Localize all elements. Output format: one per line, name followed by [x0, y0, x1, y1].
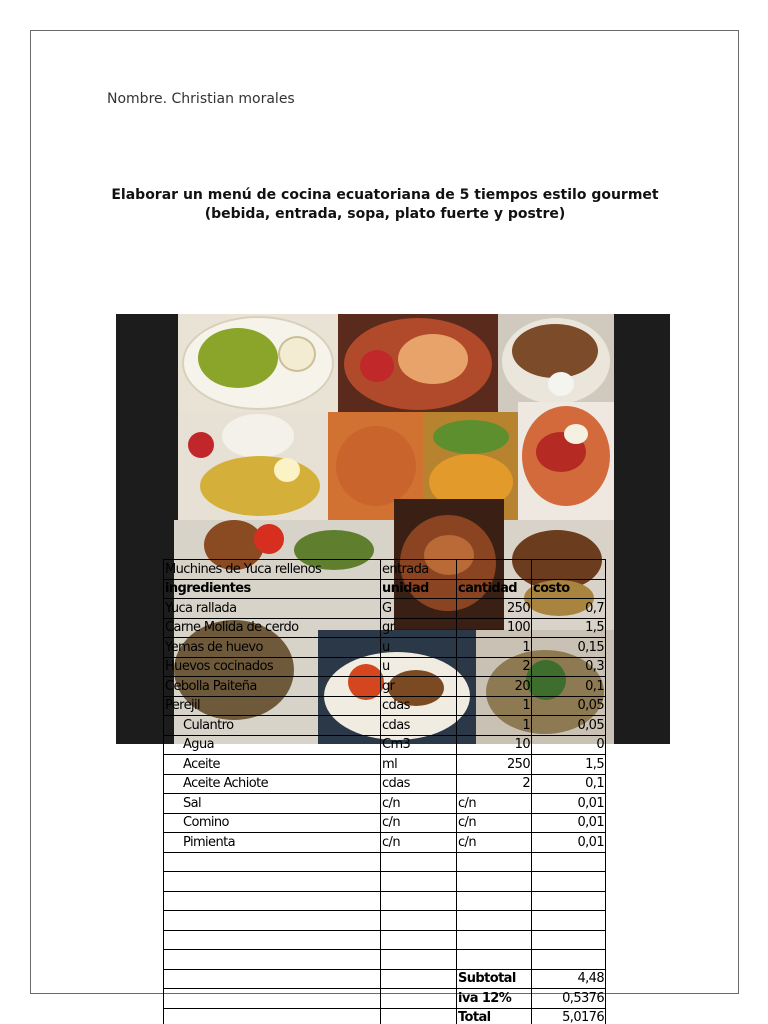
empty-row: [164, 930, 606, 950]
food-photo-stew: [338, 314, 498, 412]
food-photo-peas: [178, 314, 338, 412]
ingredient-unit: u: [381, 638, 457, 658]
total-label: Total: [457, 1008, 532, 1024]
ingredient-name: Yuca rallada: [164, 599, 381, 619]
ingredient-qty: 100: [457, 618, 532, 638]
ingredient-name: Cebolla Paiteña: [164, 677, 381, 697]
ingredient-unit: gr: [381, 618, 457, 638]
table-row: [164, 657, 606, 677]
header-quantity: cantidad: [457, 579, 532, 599]
ingredient-unit: gr: [381, 677, 457, 697]
ingredient-unit: G: [381, 599, 457, 619]
total-row: [164, 1008, 606, 1024]
table-row: [164, 716, 606, 736]
ingredient-name: Yemas de huevo: [164, 638, 381, 658]
ingredient-qty: 1: [457, 638, 532, 658]
ingredient-unit: c/n: [381, 794, 457, 814]
table-row: [164, 677, 606, 697]
ingredient-qty: 2: [457, 774, 532, 794]
ingredient-unit: cdas: [381, 716, 457, 736]
ingredient-unit: Cm3: [381, 735, 457, 755]
ingredient-qty: 2: [457, 657, 532, 677]
recipe-cost-table: [163, 559, 606, 1024]
empty-row: [164, 950, 606, 970]
ingredient-cost: 0,01: [532, 833, 606, 853]
ingredient-unit: cdas: [381, 696, 457, 716]
ingredient-qty: 1: [457, 696, 532, 716]
ingredient-cost: 1,5: [532, 755, 606, 775]
ingredient-cost: 0,05: [532, 716, 606, 736]
ingredient-qty: 20: [457, 677, 532, 697]
food-photo-meat-plate: [498, 314, 614, 412]
ingredient-cost: 0,05: [532, 696, 606, 716]
header-ingredients: ingredientes: [164, 579, 381, 599]
food-photo-soup-bowl: [518, 402, 614, 520]
total-value: 5,0176: [532, 1008, 606, 1024]
empty-row: [164, 911, 606, 931]
ingredient-cost: 0: [532, 735, 606, 755]
ingredient-name: Perejil: [164, 696, 381, 716]
table-row: [164, 618, 606, 638]
iva-value: 0,5376: [532, 989, 606, 1009]
table-row: [164, 735, 606, 755]
subtotal-label: Subtotal: [457, 969, 532, 989]
ingredient-cost: 0,15: [532, 638, 606, 658]
ingredient-name: Sal: [164, 794, 381, 814]
ingredient-cost: 0,01: [532, 813, 606, 833]
table-row: [164, 833, 606, 853]
ingredient-cost: 0,1: [532, 774, 606, 794]
ingredient-qty: c/n: [457, 833, 532, 853]
ingredient-qty: 250: [457, 599, 532, 619]
table-header-row: [164, 579, 606, 599]
title-line-2: (bebida, entrada, sopa, plato fuerte y postre): [204, 206, 566, 222]
table-row: [164, 599, 606, 619]
empty-row: [164, 872, 606, 892]
ingredient-name: Comino: [164, 813, 381, 833]
food-photo-puree: [178, 412, 328, 520]
ingredient-name: Aceite: [164, 755, 381, 775]
title-line-1: Elaborar un menú de cocina ecuatoriana de 5 tiempos estilo gourmet: [111, 187, 659, 203]
ingredient-cost: 0,7: [532, 599, 606, 619]
table-row: [164, 813, 606, 833]
table-row-dish: [164, 560, 606, 580]
subtotal-row: [164, 969, 606, 989]
ingredient-qty: c/n: [457, 813, 532, 833]
subtotal-value: 4,48: [532, 969, 606, 989]
ingredient-qty: 250: [457, 755, 532, 775]
ingredient-name: Agua: [164, 735, 381, 755]
table-row: [164, 696, 606, 716]
ingredient-qty: 1: [457, 716, 532, 736]
ingredient-qty: 10: [457, 735, 532, 755]
ingredient-name: Carne Molida de cerdo: [164, 618, 381, 638]
empty-row: [164, 852, 606, 872]
course-name: entrada: [381, 560, 457, 580]
ingredient-cost: 0,3: [532, 657, 606, 677]
ingredient-unit: ml: [381, 755, 457, 775]
ingredient-unit: cdas: [381, 774, 457, 794]
ingredient-qty: c/n: [457, 794, 532, 814]
ingredient-cost: 1,5: [532, 618, 606, 638]
ingredient-unit: u: [381, 657, 457, 677]
header-unit: unidad: [381, 579, 457, 599]
table-row: [164, 794, 606, 814]
assignment-title: [60, 186, 710, 224]
ingredient-cost: 0,1: [532, 677, 606, 697]
ingredient-unit: c/n: [381, 833, 457, 853]
ingredient-name: Culantro: [164, 716, 381, 736]
table-row: [164, 755, 606, 775]
ingredient-cost: 0,01: [532, 794, 606, 814]
ingredient-name: Pimienta: [164, 833, 381, 853]
iva-row: [164, 989, 606, 1009]
iva-label: iva 12%: [457, 989, 532, 1009]
table-row: [164, 774, 606, 794]
header-cost: costo: [532, 579, 606, 599]
ingredient-unit: c/n: [381, 813, 457, 833]
dish-name: Muchines de Yuca rellenos: [164, 560, 381, 580]
ingredient-name: Huevos cocinados: [164, 657, 381, 677]
author-name: Nombre. Christian morales: [107, 91, 295, 107]
table-row: [164, 638, 606, 658]
empty-row: [164, 891, 606, 911]
ingredient-name: Aceite Achiote: [164, 774, 381, 794]
